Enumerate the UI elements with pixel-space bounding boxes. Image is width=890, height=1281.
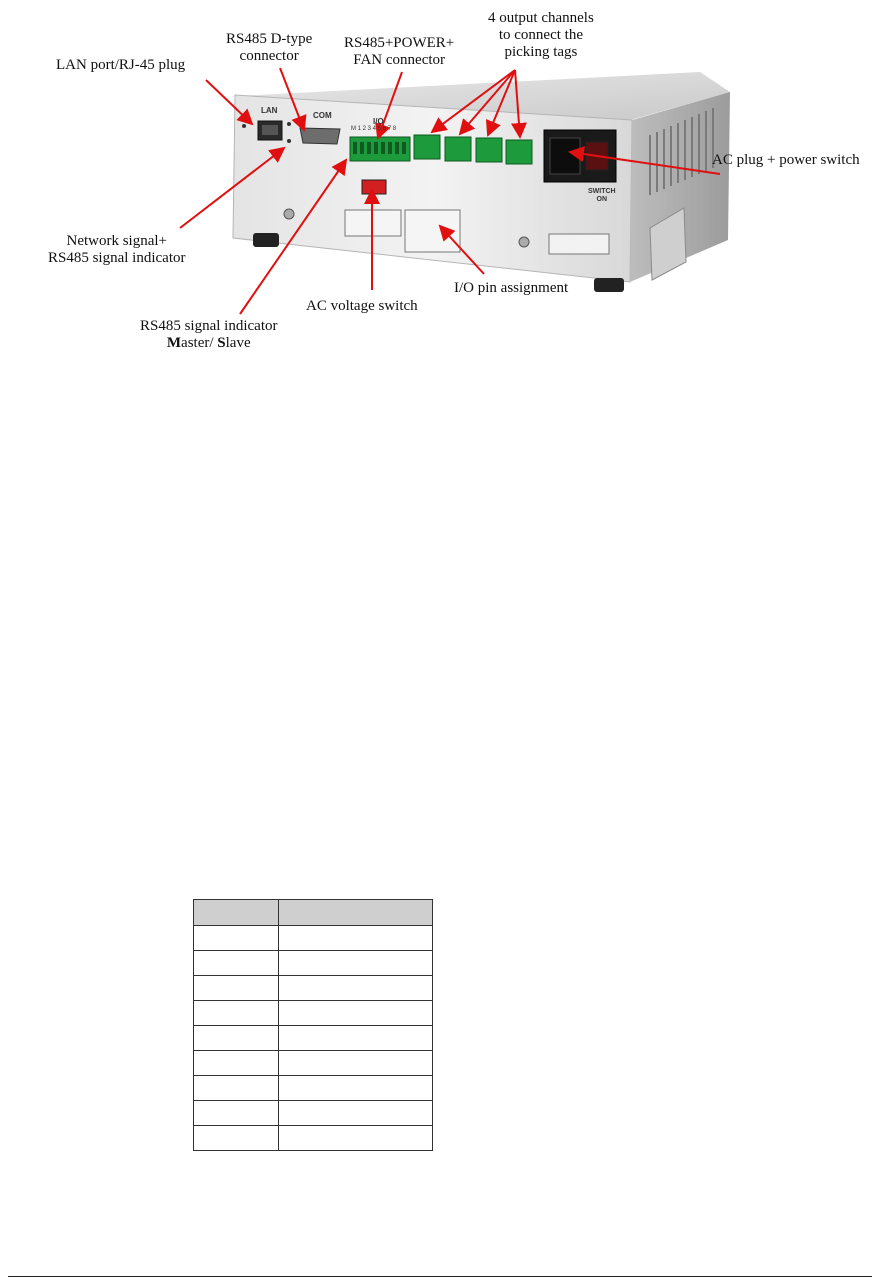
- table-cell: [194, 1001, 279, 1026]
- callout-ac-voltage: AC voltage switch: [306, 298, 418, 314]
- table-row: [194, 926, 433, 951]
- com-dsub-connector: [300, 128, 340, 144]
- foot-left: [253, 233, 279, 247]
- table-cell: [279, 926, 433, 951]
- screw: [284, 209, 294, 219]
- callout-io-pin: I/O pin assignment: [454, 280, 569, 296]
- table-header-row: [194, 900, 433, 926]
- table-cell: [194, 1126, 279, 1151]
- serial-label: [549, 234, 609, 254]
- device-figure: [0, 0, 890, 370]
- table-cell: [279, 1051, 433, 1076]
- footer-divider: [8, 1276, 872, 1277]
- io-pin-numbers: M 1 2 3 4 5 6 7 8: [351, 126, 397, 132]
- led-indicator: [287, 139, 291, 143]
- switch-on-label: SWITCH ON: [588, 188, 616, 203]
- ac-plug-socket: [550, 138, 580, 174]
- table-cell: [194, 976, 279, 1001]
- screw: [519, 237, 529, 247]
- table-cell: [194, 926, 279, 951]
- lan-label: LAN: [261, 106, 278, 115]
- io-terminal-block: [350, 137, 410, 161]
- table-cell: [279, 1126, 433, 1151]
- table-cell: [194, 1026, 279, 1051]
- led-indicator: [287, 122, 291, 126]
- io-pin-label: [405, 210, 460, 252]
- com-label: COM: [313, 111, 332, 120]
- table-cell: [279, 1101, 433, 1126]
- table-cell: [279, 1001, 433, 1026]
- table-header-cell: [194, 900, 279, 926]
- table-cell: [279, 1076, 433, 1101]
- table-cell: [194, 1101, 279, 1126]
- ac-voltage-switch: [362, 180, 386, 194]
- table-cell: [279, 951, 433, 976]
- foot-right: [594, 278, 624, 292]
- table-row: [194, 1026, 433, 1051]
- table-row: [194, 1126, 433, 1151]
- callout-network-signal: Network signal+ RS485 signal indicator: [48, 233, 186, 266]
- callout-output-channels: 4 output channels to connect the picking tags: [488, 10, 594, 60]
- callout-rs485-indicator: RS485 signal indicator Master/ Slave: [140, 318, 278, 351]
- table-row: [194, 951, 433, 976]
- output-channel-1: [414, 135, 440, 159]
- table-row: [194, 1076, 433, 1101]
- output-channel-3: [476, 138, 502, 162]
- callout-rs485-power-fan: RS485+POWER+ FAN connector: [344, 35, 455, 68]
- callout-ac-plug: AC plug + power switch: [712, 152, 860, 168]
- io-label: I/O: [373, 117, 384, 126]
- pin-table: [193, 899, 433, 1151]
- table-cell: [279, 976, 433, 1001]
- table-cell: [279, 1026, 433, 1051]
- table-cell: [194, 1051, 279, 1076]
- table-row: [194, 1001, 433, 1026]
- led-indicator: [242, 124, 246, 128]
- table-row: [194, 1051, 433, 1076]
- table-cell: [194, 1076, 279, 1101]
- table-row: [194, 1101, 433, 1126]
- table-cell: [194, 951, 279, 976]
- output-channel-2: [445, 137, 471, 161]
- callout-lan-port: LAN port/RJ-45 plug: [56, 57, 186, 73]
- table-header-cell: [279, 900, 433, 926]
- callout-rs485-dtype: RS485 D-type connector: [226, 31, 313, 64]
- output-channel-4: [506, 140, 532, 164]
- table-row: [194, 976, 433, 1001]
